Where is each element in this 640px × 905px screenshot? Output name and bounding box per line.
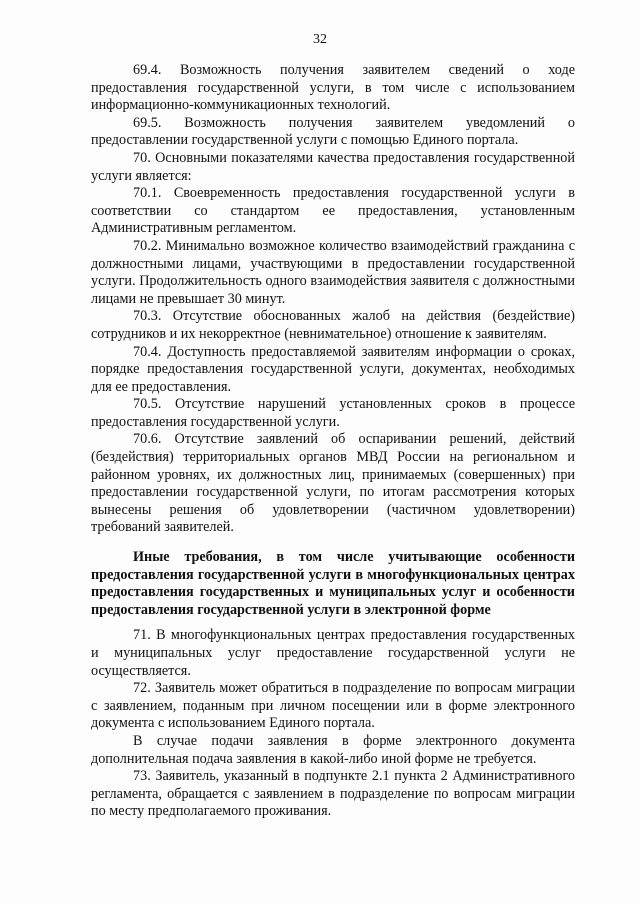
paragraph-70-2: 70.2. Минимально возможное количество взаимодействий гражданина с должностными лицами, участвующими в предоставлении государственной услуги. Продолжительность одного взаимодействия заявителя с должностными лицами не превышает 30 минут.: [91, 237, 575, 307]
paragraph-70-6: 70.6. Отсутствие заявлений об оспаривании решений, действий (бездействия) территориальных органов МВД России на региональном и районном уровнях, их должностных лиц, принимаемых (совершенных) при предоставлении государственной услуги, по итогам рассмотрения которых вынесены решения об удовлетворении (частичном удовлетворении) требований заявителей.: [91, 431, 575, 536]
paragraph-70-4: 70.4. Доступность предоставляемой заявителям информации о сроках, порядке предоставления государственной услуги, документах, необходимых для ее предоставления.: [91, 343, 575, 395]
paragraph-72: 72. Заявитель может обратиться в подразделение по вопросам миграции с заявлением, поданным при личном посещении или в форме электронного документа с использованием Единого портала.: [91, 680, 575, 732]
paragraph-70-1: 70.1. Своевременность предоставления государственной услуги в соответствии со стандартом ее предоставления, установленным Административным регламентом.: [91, 185, 575, 237]
paragraph-70-3: 70.3. Отсутствие обоснованных жалоб на действия (бездействие) сотрудников и их некорректное (невнимательное) отношение к заявителям.: [91, 308, 575, 342]
paragraph-70-5: 70.5. Отсутствие нарушений установленных сроков в процессе предоставления государственной услуги.: [91, 396, 575, 430]
paragraph-69-4: 69.4. Возможность получения заявителем сведений о ходе предоставления государственной услуги, в том числе с использованием информационно-коммуникационных технологий.: [91, 62, 575, 114]
document-body: [91, 62, 575, 821]
section-heading: Иные требования, в том числе учитывающие особенности предоставления государственной услуги в многофункциональных центрах предоставления государственных и муниципальных услуг и особенности предоставления государственной услуги в электронной форме: [91, 549, 575, 618]
paragraph-70: 70. Основными показателями качества предоставления государственной услуги является:: [91, 149, 575, 184]
paragraph-71: 71. В многофункциональных центрах предоставления государственных и муниципальных услуг предоставление государственной услуги не осуществляется.: [91, 627, 575, 679]
paragraph-72-electronic: В случае подачи заявления в форме электронного документа дополнительная подача заявления в какой-либо иной форме не требуется.: [91, 732, 575, 767]
page-number: 32: [313, 32, 327, 47]
paragraph-69-5: 69.5. Возможность получения заявителем уведомлений о предоставлении государственной услуги с помощью Единого портала.: [91, 114, 575, 149]
paragraph-73: 73. Заявитель, указанный в подпункте 2.1 пункта 2 Административного регламента, обращается с заявлением в подразделение по вопросам миграции по месту предполагаемого проживания.: [91, 768, 575, 820]
